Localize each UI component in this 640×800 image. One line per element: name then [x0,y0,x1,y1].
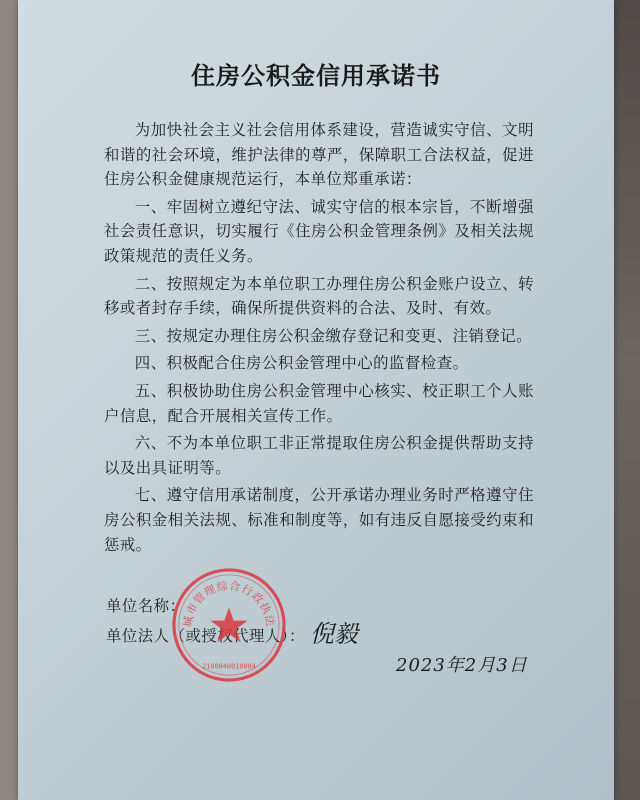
paragraph-item-2: 二、按照规定为本单位职工办理住房公积金账户设立、转移或者封存手续，确保所提供资料的合法、及时、有效。 [104,274,534,318]
representative-label: 单位法人（或授权代理人）： [106,627,305,645]
paragraph-intro: 为加快社会主义社会信用体系建设，营造诚实守信、文明和谐的社会环境，维护法律的尊严，保障职工合法权益，促进住房公积金健康规范运行，本单位郑重承诺： [104,121,534,189]
handwritten-date: 2023年2月3日 [396,655,528,676]
paragraph-item-1: 一、牢固树立遵纪守法、诚实守信的根本宗旨，不断增强社会责任意识，切实履行《住房公积金管理条例》及相关法规政策规范的责任义务。 [104,197,534,265]
svg-text:2100040010084: 2100040010084 [202,662,256,671]
document-body [104,118,534,560]
paragraph-item-4: 四、积极配合住房公积金管理中心的监督检查。 [134,354,469,373]
svg-text:城市管理综合行政执法: 城市管理综合行政执法 [181,579,277,628]
paragraph-item-3: 三、按规定办理住房公积金缴存登记和变更、注销登记。 [134,326,533,345]
official-seal-icon [170,566,288,684]
handwritten-signature: 倪毅 [310,620,358,648]
paragraph-item-7: 七、遵守信用承诺制度，公开承诺办理业务时严格遵守住房公积金相关法规、标准和制度等，如有违反自愿接受约束和惩戒。 [104,486,534,554]
unit-name-label: 单位名称： [106,597,186,615]
paragraph-item-6: 六、不为本单位职工非正常提取住房公积金提供帮助支持以及出具证明等。 [104,434,534,477]
paper-sheet [18,0,614,800]
document-title: 住房公积金信用承诺书 [191,61,441,90]
paragraph-item-5: 五、积极协助住房公积金管理中心核实、校正职工个人账户信息，配合开展相关宣传工作。 [104,381,534,425]
